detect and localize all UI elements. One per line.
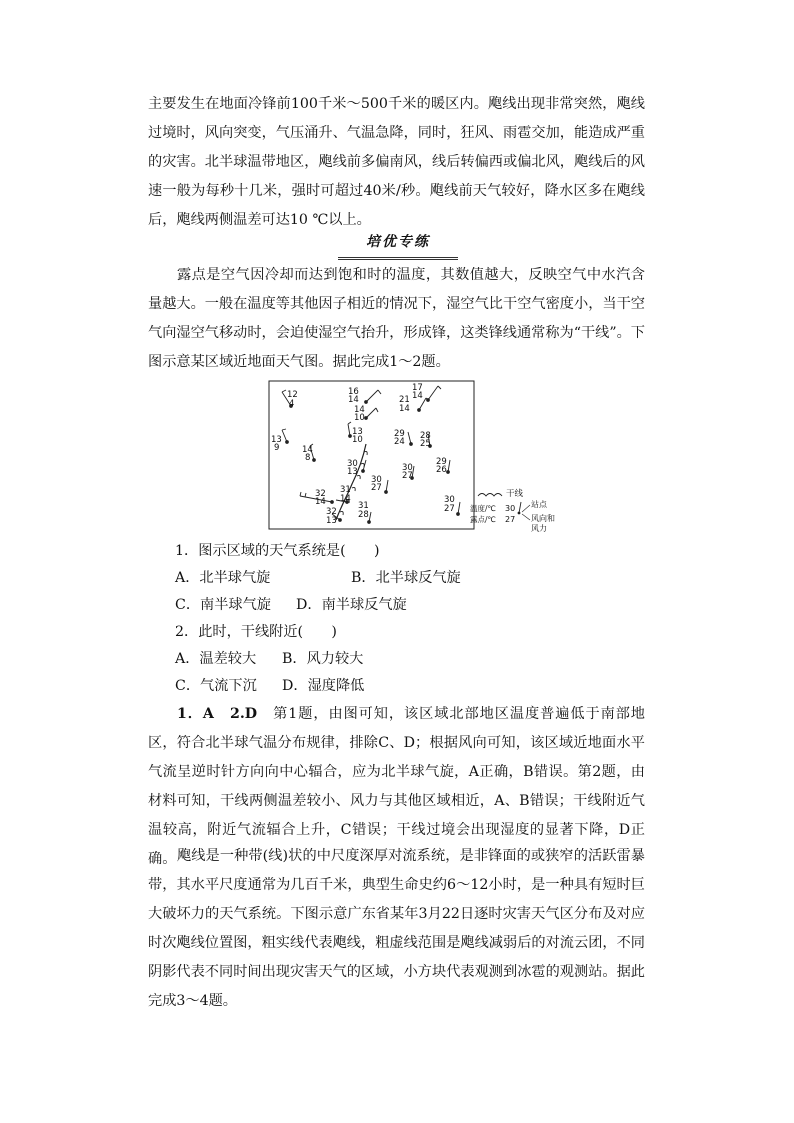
station-temp: 28 — [420, 431, 431, 441]
station-temp: 31 — [358, 501, 369, 511]
legend-pointer — [522, 505, 530, 512]
station-temp: 14 — [302, 445, 313, 455]
station-temp: 14 — [354, 405, 365, 415]
station-temp: 21 — [399, 395, 410, 405]
question-2-options-row-2 — [175, 676, 364, 696]
station-temp: 30 — [402, 463, 413, 473]
legend-wind-label: 风向和 — [531, 514, 555, 523]
station-temp: 31 — [340, 485, 351, 495]
q2-option-a[interactable]: A．温差较大 — [175, 651, 257, 667]
station-temp: 12 — [287, 390, 298, 400]
station-dew: 14 — [315, 497, 326, 507]
q2-option-c[interactable]: C．气流下沉 — [175, 678, 257, 694]
station-dew: 25 — [420, 439, 431, 449]
station-dew: 27 — [402, 471, 413, 481]
station-temp: 13 — [271, 435, 282, 445]
legend-dryline-label: 干线 — [506, 489, 524, 499]
station-dew: 13 — [347, 467, 358, 477]
intro-paragraph: 主要发生在地面冷锋前100千米～500千米的暖区内。飑线出现非常突然，飑线过境时，风向突变，气压涌升、气温急降，同时，狂风、雨雹交加，能造成严重的灾害。北半球温带地区，飑线前多偏南风，线后转偏西或偏北风，飑线后的风速一般为每秒十几米，强时可超过40米/秒。飑线前天气较好，降水区多在飑线后，飑线两侧温差可达10 ℃以上。 — [148, 96, 645, 228]
material-2-paragraph: 飑线是一种带(线)状的中尺度深厚对流系统，是非锋面的或狭窄的活跃雷暴带，其水平尺度通常为几百千米，典型生命史约6～12小时，是一种具有短时巨大破坏力的天气系统。下图示意广东省某年3月22日逐时灾害天气区分布及对应时次飑线位置图，粗实线代表飑线，粗虚线范围是飑线减弱后的对流云团，不同阴影代表不同时间出现灾害天气的区域，小方块代表观测到冰雹的观测站。据此完成3～4题。 — [148, 848, 645, 1009]
legend-wind-barb — [519, 502, 521, 513]
station-dew: 27 — [444, 504, 455, 514]
station-dew: 26 — [436, 465, 447, 475]
station-temp: 30 — [371, 475, 382, 485]
station-dew: 24 — [394, 437, 405, 447]
station-dew: 14 — [412, 391, 423, 401]
station-temp: 13 — [352, 427, 363, 437]
station-dew: 27 — [371, 483, 382, 493]
legend-dew-label: 露点/℃ — [470, 515, 496, 524]
station-dew: 9 — [274, 443, 280, 453]
station-dew: 10 — [354, 413, 365, 423]
station-temp: 30 — [347, 459, 358, 469]
question-1-options-row-1 — [175, 568, 461, 588]
dryline-legend-symbol — [478, 494, 502, 497]
station-temp: 32 — [315, 489, 326, 499]
station-temp: 17 — [412, 383, 423, 393]
legend-temp-label: 温度/℃ — [470, 504, 496, 513]
weather-map-svg — [268, 380, 574, 532]
q2-option-b[interactable]: B．风力较大 — [282, 651, 364, 667]
q1-option-d[interactable]: D．南半球反气旋 — [296, 597, 407, 613]
map-legend — [470, 488, 555, 532]
station-dew: 14 — [340, 494, 351, 504]
answer-key: 1．A 2.D — [177, 706, 258, 722]
legend-dew-example: 27 — [505, 515, 516, 524]
station-dew: 14 — [348, 395, 359, 405]
material-1-paragraph: 露点是空气因冷却而达到饱和时的温度，其数值越大，反映空气中水汽含量越大。一般在温度等其他因子相近的情况下，湿空气比干空气密度小，当干空气向湿空气移动时，会迫使湿空气抬升，形成锋，这类锋线通常称为“干线”。下图示意某区域近地面天气图。据此完成1～2题。 — [148, 267, 645, 370]
weather-map-figure — [268, 380, 574, 532]
answer-text: 第1题，由图可知，该区域北部地区温度普遍低于南部地区，符合北半球气温分布规律，排除C、D；根据风向可知，该区域近地面水平气流呈逆时针方向向中心辐合，应为北半球气旋，A正确，B错误。第2题，由材料可知，干线两侧温差较小、风力与其他区域相近，A、B错误；干线附近气温较高，附近气流辐合上升，C错误；干线过境会出现湿度的显著下降，D正确。 — [148, 706, 645, 867]
station-dew: 28 — [358, 510, 369, 520]
question-2-options-row-1 — [175, 649, 363, 669]
q1-option-b[interactable]: B．北半球反气旋 — [351, 570, 461, 586]
station-dew: 10 — [352, 435, 363, 445]
legend-temp-example: 30 — [505, 504, 516, 513]
station-dew: 4 — [289, 399, 295, 409]
question-1-stem: 1．图示区域的天气系统是( ) — [175, 543, 380, 559]
legend-pointer — [522, 514, 530, 520]
station-temp: 29 — [394, 429, 405, 439]
q1-option-c[interactable]: C．南半球气旋 — [175, 597, 271, 613]
legend-wind-label-2: 风力 — [531, 524, 547, 532]
station-dew: 13 — [326, 516, 337, 526]
station-temp: 30 — [444, 495, 455, 505]
q2-option-d[interactable]: D．湿度降低 — [282, 678, 365, 694]
station-dew: 14 — [399, 404, 410, 414]
question-2-stem: 2．此时，干线附近( ) — [175, 624, 337, 640]
station-temp: 32 — [326, 507, 337, 517]
station-dew: 8 — [305, 453, 311, 463]
section-title: 培优专练 — [338, 231, 458, 260]
station-temp: 29 — [436, 457, 447, 467]
legend-station-label: 站点 — [531, 500, 547, 509]
station-temp: 16 — [348, 387, 359, 397]
q1-option-a[interactable]: A．北半球气旋 — [175, 570, 271, 586]
question-1-options-row-2 — [175, 595, 407, 615]
